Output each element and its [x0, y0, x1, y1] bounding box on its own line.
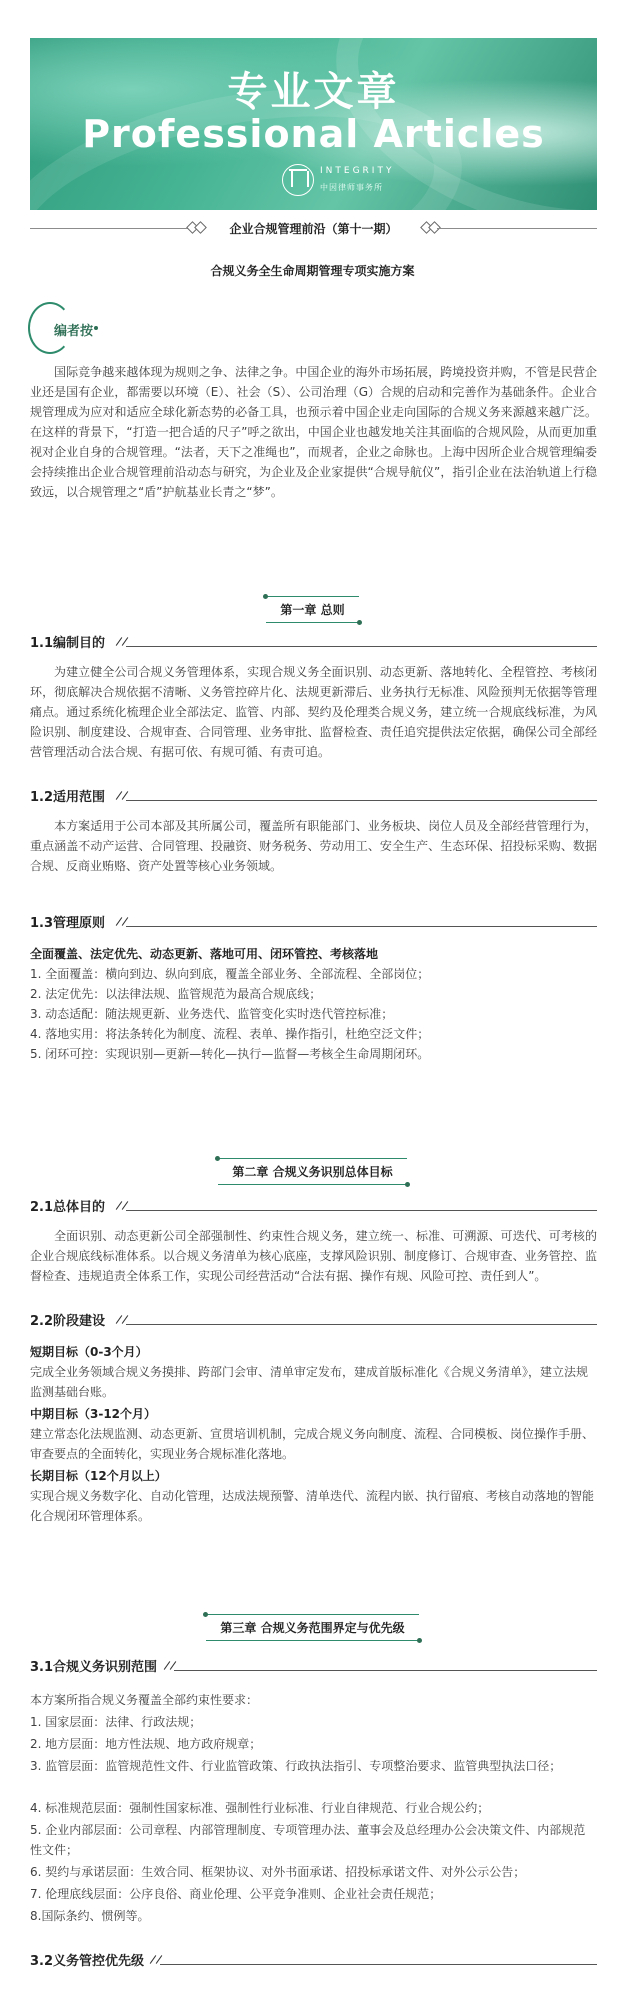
mid-term-text: 建立常态化法规监测、动态更新、宣贯培训机制，完成合规义务向制度、流程、合同模板、岗位操作手册、审查要点的全面转化，实现业务合规标准化落地。: [30, 1427, 595, 1461]
list-item: 5. 闭环可控：实现识别—更新—转化—执行—监督—考核全生命周期闭环。: [30, 1047, 430, 1061]
slash-decoration: [122, 791, 129, 800]
section-3-2-title: 3.2义务管控优先级: [30, 1950, 148, 1969]
scope-lead: 本方案所指合规义务覆盖全部约束性要求：: [30, 1693, 259, 1707]
divider: [126, 646, 597, 647]
divider: [126, 1324, 597, 1325]
series-title: 企业合规管理前沿（第十一期）: [229, 222, 398, 236]
section-1-1-text: 为建立健全公司合规义务管理体系，实现合规义务全面识别、动态更新、落地转化、全程管控、考核闭环，彻底解决合规依据不清晰、义务管控碎片化、法规更新滞后、业务执行无标准、风险预判无依据等管理痛点。通过系统化梳理企业全部法定、监管、内部、契约及伦理类合规义务，建立统一合规底线标准，为风险识别、制度建设、合规审查、合同管理、业务审批、监督检查、责任追究提供法定依据，确保公司全部经营管理活动合法合规、有据可依、有规可循、有责可追。: [30, 665, 597, 759]
divider: [126, 926, 597, 927]
chapter-heading: [0, 1158, 625, 1185]
list-item: 2. 法定优先：以法律法规、监管规范为最高合规底线；: [30, 987, 322, 1001]
section-2-2-title: 2.2阶段建设: [30, 1310, 109, 1329]
section-heading: [30, 1656, 597, 1678]
list-item: 8.国际条约、惯例等。: [30, 1909, 150, 1923]
section-heading: [30, 786, 597, 808]
section-1-2-text: 本方案适用于公司本部及其所属公司，覆盖所有职能部门、业务板块、岗位人员及全部经营管理行为，重点涵盖不动产运营、合同管理、投融资、财务税务、劳动用工、安全生产、生态环保、招投标采购、数据合规、反商业贿赂、资产处置等核心业务领域。: [30, 819, 597, 873]
list-item: 5. 企业内部层面：公司章程、内部管理制度、专项管理办法、董事会及总经理办公会决策文件、内部规范性文件；: [30, 1823, 586, 1857]
document-title: 合规义务全生命周期管理专项实施方案: [210, 264, 415, 278]
section-heading: [30, 1310, 597, 1332]
short-term-text: 完成全业务领域合规义务摸排、跨部门会审、清单审定发布，建成首版标准化《合规义务清单》，建立法规监测基础台账。: [30, 1365, 589, 1399]
divider: [160, 1964, 597, 1965]
chapter-heading: [0, 596, 625, 623]
chapter-2-title: 第二章 合规义务识别总体目标: [218, 1158, 406, 1185]
section-heading: [30, 1196, 597, 1218]
mid-term-title: 中期目标（3-12个月）: [30, 1407, 157, 1421]
long-term-text: 实现合规义务数字化、自动化管理，达成法规预警、清单迭代、流程内嵌、执行留痕、考核自动落地的智能化合规闭环管理体系。: [30, 1489, 595, 1523]
short-term-title: 短期目标（0-3个月）: [30, 1345, 148, 1359]
section-3-1-title: 3.1合规义务识别范围: [30, 1656, 161, 1675]
slash-decoration: [122, 1201, 129, 1210]
divider: [126, 800, 597, 801]
editor-note-text: 国际竞争越来越体现为规则之争、法律之争。中国企业的海外市场拓展，跨境投资并购，不管是民营企业还是国有企业，都需要以环境（E）、社会（S）、公司治理（G）合规的启动和完善作为基础条件。企业合规管理成为应对和适应全球化新态势的必备工具，也预示着中国企业走向国际的合规义务来源越来越广泛。在这样的背景下，“打造一把合适的尺子”呼之欲出，中国企业也越发地关注其面临的合规风险，从而更加重视对企业自身的合规管理。“法者，天下之准绳也”，而规者，企业之命脉也。上海中因所企业合规管理编委会持续推出企业合规管理前沿动态与研究，为企业及企业家提供“合规导航仪”，指引企业在法治轨道上行稳致远，以合规管理之“盾”护航基业长青之“梦”。: [30, 365, 597, 499]
section-heading: [30, 912, 597, 934]
section-heading: [30, 632, 597, 654]
series-title-bar: [30, 220, 597, 236]
list-item: 6. 契约与承诺层面：生效合同、框架协议、对外书面承诺、招投标承诺文件、对外公示公告；: [30, 1865, 526, 1879]
slash-decoration: [122, 637, 129, 646]
chapter-3-title: 第三章 合规义务范围界定与优先级: [206, 1614, 418, 1641]
banner-title-cn: 专业文章: [227, 69, 400, 115]
slash-decoration: [170, 1661, 177, 1670]
list-item: 1. 国家层面：法律、行政法规；: [30, 1715, 202, 1729]
list-item: 4. 标准规范层面：强制性国家标准、强制性行业标准、行业自律规范、行业合规公约；: [30, 1801, 490, 1815]
header-banner: [30, 38, 597, 210]
section-heading: [30, 1950, 597, 1972]
divider: [126, 1210, 597, 1211]
banner-title-en: Professional Articles: [82, 112, 545, 156]
chapter-1-title: 第一章 总则: [266, 596, 358, 623]
editor-note-label: 编者按: [54, 324, 94, 339]
list-item: 2. 地方层面：地方性法规、地方政府规章；: [30, 1737, 262, 1751]
slash-decoration: [122, 917, 129, 926]
list-item: 7. 伦理底线层面：公序良俗、商业伦理、公平竞争准则、企业社会责任规范；: [30, 1887, 442, 1901]
slash-decoration: [156, 1955, 163, 1964]
list-item: 1. 全面覆盖：横向到边、纵向到底，覆盖全部业务、全部流程、全部岗位；: [30, 967, 430, 981]
firm-logo: [282, 164, 402, 204]
chapter-heading: [0, 1614, 625, 1641]
section-1-3-title: 1.3管理原则: [30, 912, 109, 931]
section-2-1-title: 2.1总体目的: [30, 1196, 109, 1215]
principles-lead: 全面覆盖、法定优先、动态更新、落地可用、闭环管控、考核落地: [30, 947, 379, 961]
section-1-1-title: 1.1编制目的: [30, 632, 109, 651]
list-item: 3. 监管层面：监管规范性文件、行业监管政策、行政执法指引、专项整治要求、监管典型执法口径；: [30, 1759, 562, 1773]
section-1-2-title: 1.2适用范围: [30, 786, 109, 805]
logo-text-en: INTEGRITY: [320, 166, 395, 176]
divider: [174, 1670, 597, 1671]
dot-icon: [94, 326, 98, 330]
pillar-icon: [282, 164, 314, 196]
list-item: 4. 落地实用：将法条转化为制度、流程、表单、操作指引，杜绝空泛文件；: [30, 1027, 430, 1041]
divider: [437, 228, 597, 229]
long-term-title: 长期目标（12个月以上）: [30, 1469, 167, 1483]
logo-text-cn: 中因律师事务所: [320, 183, 383, 192]
slash-decoration: [122, 1315, 129, 1324]
list-item: 3. 动态适配：随法规更新、业务迭代、监管变化实时迭代管控标准；: [30, 1007, 394, 1021]
section-2-1-text: 全面识别、动态更新公司全部强制性、约束性合规义务，建立统一、标准、可溯源、可迭代、可考核的企业合规底线标准体系。以合规义务清单为核心底座，支撑风险识别、制度修订、合规审查、业务管控、监督检查、违规追责全体系工作，实现公司经营活动“合法有据、操作有规、风险可控、责任到人”。: [30, 1229, 597, 1283]
